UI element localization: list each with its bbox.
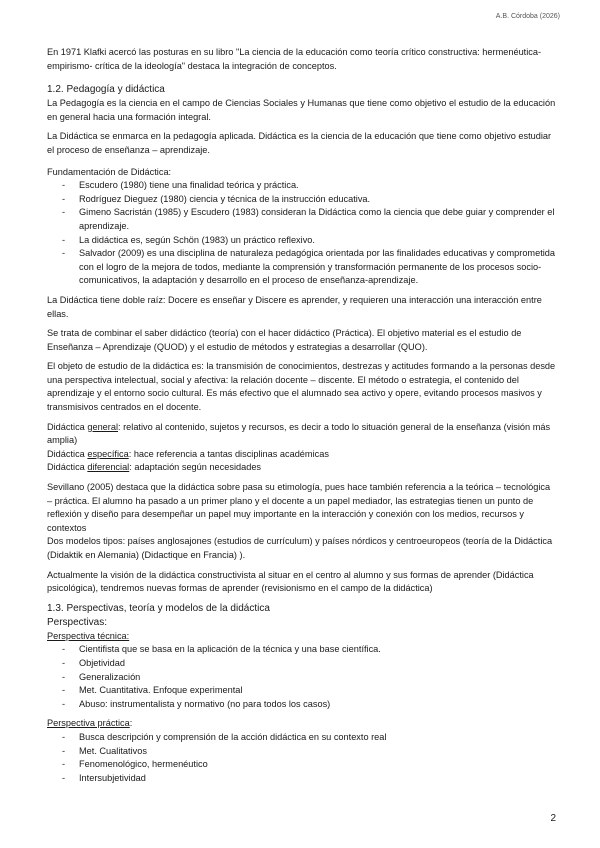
list-item: - La didáctica es, según Schön (1983) un práctico reflexivo.: [47, 234, 557, 248]
type-general: Didáctica general: relativo al contenido, sujetos y recursos, es decir a todo lo situación general de la enseñanza (visión más amplia): [47, 421, 551, 446]
perspectiva-tecnica-title: Perspectiva técnica:: [47, 630, 130, 641]
type-especifica: Didáctica específica: hace referencia a tantas disciplinas académicas: [47, 448, 329, 459]
list-item: - Cientifista que se basa en la aplicación de la técnica y una base científica.: [47, 643, 557, 657]
perspectiva-practica-list: [47, 731, 557, 785]
list-item: - Intersubjetividad: [47, 772, 557, 786]
list-item: - Rodríguez Dieguez (1980) ciencia y técnica de la instrucción educativa.: [47, 193, 557, 207]
list-item: - Busca descripción y comprensión de la acción didáctica en su contexto real: [47, 731, 557, 745]
header-note: A.B. Córdoba (2026): [495, 13, 560, 20]
pedagogy-paragraph: La Pedagogía es la ciencia en el campo de Ciencias Sociales y Humanas que tiene como objetivo el estudio de la educación en general hacia una formación integral.: [47, 98, 556, 122]
fundamentacion-title: Fundamentación de Didáctica:: [47, 166, 172, 177]
didactics-paragraph: La Didáctica se enmarca en la pedagogía aplicada. Didáctica es la ciencia de la educación que tiene como objetivo estudiar el proceso de enseñanza – aprendizaje.: [47, 131, 552, 155]
list-item: - Objetividad: [47, 657, 557, 671]
intro-paragraph: En 1971 Klafki acercó las posturas en su libro "La ciencia de la educación como teoría crítico constructiva: hermenéutica- empirismo- crítica de la ideología" destaca la integración de conceptos.: [47, 47, 542, 71]
document-body: [47, 46, 557, 791]
fundamentacion-list: [47, 179, 557, 288]
section-heading-1-2: 1.2. Pedagogía y didáctica: [47, 84, 165, 96]
list-item: - Gimeno Sacristán (1985) y Escudero (1983) consideran la Didáctica como la ciencia que debe guiar y comprender el aprendizaje.: [47, 206, 557, 233]
list-item: - Fenomenológico, hermenéutico: [47, 758, 557, 772]
list-item: - Salvador (2009) es una disciplina de naturaleza pedagógica orientada por las finalidades educativas y comprometida con el logro de la mejora de todos, mediante la comprensión y transformación permanente de los procesos socio-comunicativos, la adaptación y desarrollo en el proceso de enseñanza-aprendizaje.: [47, 247, 557, 288]
perspectiva-tecnica-list: [47, 643, 557, 711]
objeto-estudio-paragraph: El objeto de estudio de la didáctica es: la transmisión de conocimientos, destrezas y actitudes formando a la personas desde una perspectiva intelectual, social y afectiva: la relación docente – discente. El método o estrategia, el contenido del aprendizaje y el entorno socio cultural. Es más efectivo que el alumnado sea activo y opere, evitando procesos masivos y transmisivos centrados en el docente.: [47, 361, 556, 413]
type-diferencial: Didáctica diferencial: adaptación según necesidades: [47, 462, 262, 473]
sevillano-paragraph: Sevillano (2005) destaca que la didáctica sobre pasa su etimología, pues hace también referencia a la teórica – tecnológica – práctica. El alumno ha pasado a un primer plano y el docente a un papel mediador, las estrategias tienen un punto de reflexión y diseño para desempeñar un papel muy importante en la interacción y conexión con los medios, recursos y contextos: [47, 482, 551, 533]
list-item: - Met. Cualitativos: [47, 745, 557, 759]
list-item: - Escudero (1980) tiene una finalidad teórica y práctica.: [47, 179, 557, 193]
modelos-paragraph: Dos modelos tipos: países anglosajones (estudios de currículum) y países nórdicos y centroeuropeos (teoría de la Didáctica (Didaktik en Alemania) (Didactique en Francia) ).: [47, 536, 553, 560]
actualmente-paragraph: Actualmente la visión de la didáctica constructivista al situar en el centro al alumno y sus formas de aprender (Didáctica psicológica), tendremos nuevas formas de aprender (revisionismo en el campo de la didáctica): [47, 569, 534, 594]
saber-hacer-paragraph: Se trata de combinar el saber didáctico (teoría) con el hacer didáctico (Práctica). El objetivo material es el estudio de Enseñanza – Aprendizaje (QUOD) y el estudio de métodos y estrategias a desarrollar (QUO).: [47, 328, 522, 352]
perspectiva-practica-title: Perspectiva práctica:: [47, 718, 133, 729]
section-heading-1-3: 1.3. Perspectivas, teoría y modelos de la didáctica: [47, 602, 270, 614]
perspectivas-subheading: Perspectivas:: [47, 616, 108, 628]
didactica-types: [47, 421, 557, 475]
doble-raiz-paragraph: La Didáctica tiene doble raíz: Docere es enseñar y Discere es aprender, y requieren una interacción una interacción entre ellas.: [47, 294, 542, 319]
list-item: - Abuso: instrumentalista y normativo (no para todos los casos): [47, 698, 557, 712]
list-item: - Generalización: [47, 671, 557, 685]
list-item: - Met. Cuantitativa. Enfoque experimental: [47, 684, 557, 698]
page-number: 2: [550, 813, 556, 824]
